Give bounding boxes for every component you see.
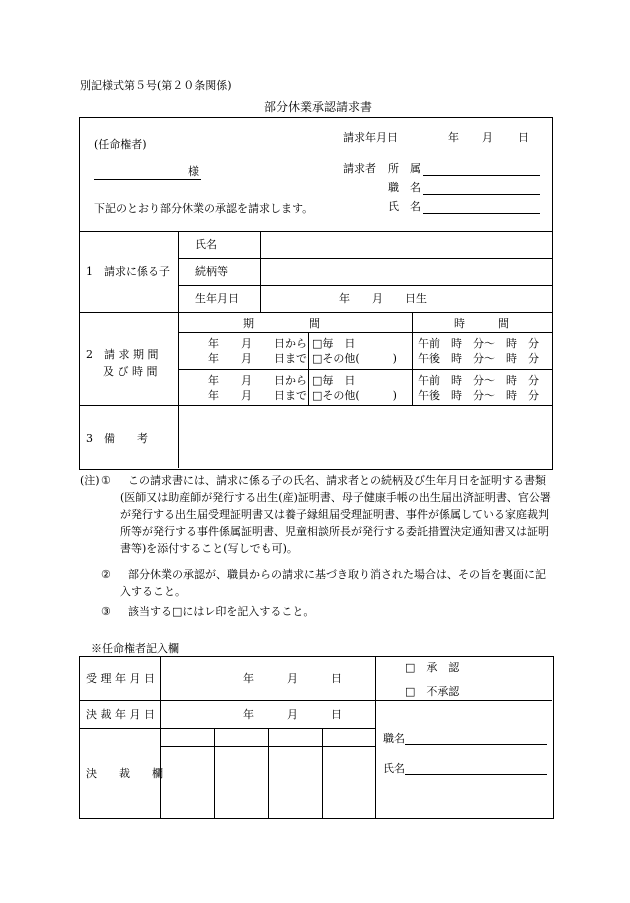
disapprove-checkbox[interactable]: □ 不承認 xyxy=(405,685,460,698)
received-date-value[interactable]: 年 月 日 xyxy=(243,672,342,685)
relation-field[interactable] xyxy=(261,259,551,284)
option-daily[interactable]: □毎 日 xyxy=(312,374,356,387)
request-statement: 下記のとおり部分休業の承認を請求します。 xyxy=(94,202,314,215)
birth-label: 生年月日 xyxy=(195,292,239,305)
section2-label-1: 2 請 求 期 間 xyxy=(86,348,159,361)
section3-label: 3 備 考 xyxy=(86,432,148,445)
section1-label: 1 請求に係る子 xyxy=(86,265,170,278)
appointer-label: (任命権者) xyxy=(94,138,147,151)
decision-date-label: 決 裁 年 月 日 xyxy=(86,708,155,721)
note3-mark: ③ xyxy=(101,605,111,618)
period-to: 年 月 日まで xyxy=(208,352,307,365)
decision-date-value[interactable]: 年 月 日 xyxy=(243,708,342,721)
request-month-label: 月 xyxy=(482,131,493,144)
approver-position-label: 職名 xyxy=(383,732,405,745)
option-other[interactable]: □その他( ) xyxy=(312,389,397,402)
page-title: 部分休業承認請求書 xyxy=(264,100,373,114)
decision-column-label: 決 裁 欄 xyxy=(86,767,163,780)
affiliation-field[interactable] xyxy=(423,175,540,176)
request-day-label: 日 xyxy=(518,131,529,144)
position-field[interactable] xyxy=(423,194,540,195)
child-name-field[interactable] xyxy=(261,232,551,257)
received-date-label: 受 理 年 月 日 xyxy=(86,672,155,685)
divider xyxy=(178,332,552,333)
appointer-name-line[interactable] xyxy=(94,179,201,180)
sama-label: 様 xyxy=(188,165,199,178)
note1-mark: ① xyxy=(101,474,111,487)
time-pm: 午後 時 分〜 時 分 xyxy=(418,389,539,402)
form-reference: 別記様式第５号(第２０条関係) xyxy=(80,79,232,92)
divider xyxy=(322,728,323,818)
name-label: 氏 名 xyxy=(388,200,421,213)
note2-mark: ② xyxy=(101,568,111,581)
time-pm: 午後 時 分〜 時 分 xyxy=(418,352,539,365)
divider xyxy=(308,332,309,405)
approver-name-field[interactable] xyxy=(405,774,547,775)
note-2: 部分休業の承認が、職員からの請求に基づき取り消された場合は、その旨を裏面に記入すること。 xyxy=(120,568,546,598)
divider xyxy=(412,312,413,405)
relation-label: 続柄等 xyxy=(195,265,228,278)
requester-label: 請求者 xyxy=(343,162,376,175)
appointer-section-title: ※任命権者記入欄 xyxy=(91,642,179,655)
note-3: 該当する□にはレ印を記入すること。 xyxy=(128,605,315,618)
period-header: 期 間 xyxy=(243,317,320,330)
divider xyxy=(178,369,552,370)
remarks-field[interactable] xyxy=(179,406,551,467)
section2-label-2: 及 び 時 間 xyxy=(103,365,158,378)
divider xyxy=(178,285,552,286)
note-1: この請求書には、請求に係る子の氏名、請求者との続柄及び生年月日を証明する書類(医師又は助産師が発行する出生(産)証明書、母子健康手帳の出生届出済証明書、官公署が発行する出生届受理証明書又は養子縁組届受理証明書、事件が係属している家庭裁判所等が発行する事件係属証明書、児童相談所長が発行する委託措置決定通知書又は証明書等)を添付すること(写しでも可)。 xyxy=(120,474,551,555)
time-header: 時 間 xyxy=(454,317,509,330)
divider xyxy=(160,656,161,818)
time-am: 午前 時 分〜 時 分 xyxy=(418,374,539,387)
divider xyxy=(79,728,376,729)
child-name-label: 氏名 xyxy=(195,238,217,251)
option-other[interactable]: □その他( ) xyxy=(312,352,397,365)
period-from: 年 月 日から xyxy=(208,374,307,387)
period-to: 年 月 日まで xyxy=(208,389,307,402)
divider xyxy=(214,728,215,818)
request-date-label: 請求年月日 xyxy=(343,131,398,144)
name-field[interactable] xyxy=(423,213,540,214)
time-am: 午前 時 分〜 時 分 xyxy=(418,337,539,350)
approver-position-field[interactable] xyxy=(405,744,547,745)
divider xyxy=(79,312,552,313)
birth-value: 年 月 日生 xyxy=(339,292,427,305)
divider xyxy=(268,728,269,818)
period-from: 年 月 日から xyxy=(208,337,307,350)
request-year-label: 年 xyxy=(448,131,459,144)
notes-prefix: (注) xyxy=(80,474,100,487)
approve-checkbox[interactable]: □ 承 認 xyxy=(405,661,460,674)
affiliation-label: 所 属 xyxy=(388,162,421,175)
divider xyxy=(375,656,376,818)
divider xyxy=(79,700,552,701)
position-label: 職 名 xyxy=(388,181,421,194)
approver-name-label: 氏名 xyxy=(383,762,405,775)
option-daily[interactable]: □毎 日 xyxy=(312,337,356,350)
